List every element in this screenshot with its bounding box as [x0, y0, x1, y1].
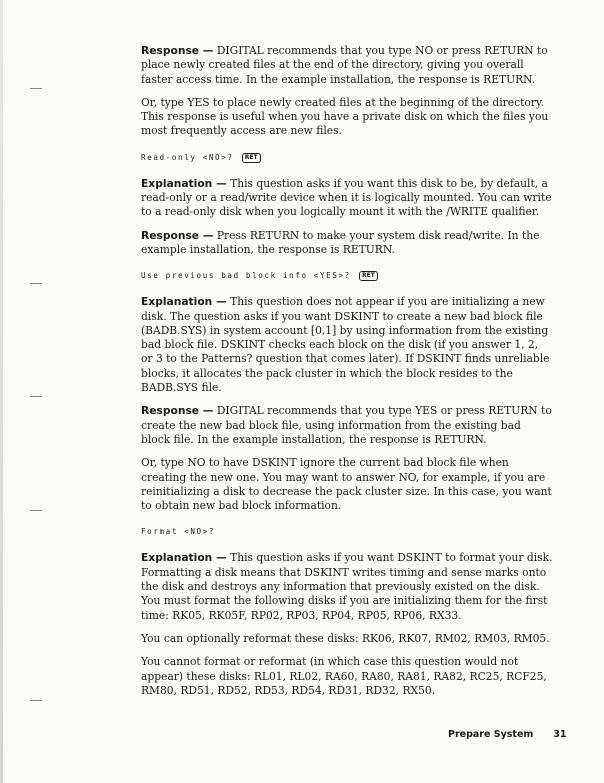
paragraph-text: DIGITAL recommends that you type NO or press RETURN to place newly created files at the end of the directory, giving you overall faster access time. In the example installation, the response is RETURN. [141, 44, 548, 86]
paragraph-text: This question asks if you want DSKINT to format your disk. Formatting a disk means that DSKINT writes timing and sense marks onto the disk and destroys any information that previously existed on the disk. You must format the following disks if you are initializing them for the first time: RK05, RK05F, RP02, RP03, RP04, RP05, RP06, RX33. [141, 551, 553, 622]
margin-mark [30, 283, 42, 284]
lead-label: Explanation — [141, 551, 227, 565]
margin-mark [30, 700, 42, 701]
page-footer [448, 729, 567, 740]
page-number: 31 [553, 729, 567, 740]
paragraph-response [141, 44, 553, 87]
paragraph-text: This question does not appear if you are initializing a new disk. The question asks if you want DSKINT to create a new bad block file (BADB.SYS) in system account [0,1] by using information from the existing bad block file. DSKINT checks each block on the disk (if you answer 1, 2, or 3 to the Patterns? question that comes later). If DSKINT finds unreliable blocks, it allocates the pack cluster in which the block resides to the BADB.SYS file. [141, 295, 550, 395]
paragraph [141, 632, 553, 646]
paragraph-text: This question asks if you want this disk to be, by default, a read-only or a read/write device when it is logically mounted. You can write to a read-only disk when you logically mount it with the /WRITE qualifier. [141, 176, 552, 219]
paragraph-response [141, 229, 553, 258]
paragraph-explanation [141, 551, 553, 622]
footer-section-title: Prepare System [448, 729, 534, 740]
prompt-text: Read-only <NO>? [141, 152, 234, 162]
paragraph [141, 456, 553, 513]
paragraph-text: Or, type NO to have DSKINT ignore the current bad block file when creating the new one. You may want to answer NO, for example, if you are reinitializing a disk to decrease the pack cluster size. In this case, you want to obtain new bad block information. [141, 456, 552, 513]
paragraph-response [141, 404, 553, 447]
return-key-icon: RET [359, 271, 378, 281]
paragraph [141, 655, 553, 698]
margin-mark [30, 510, 42, 511]
lead-label: Response — [141, 404, 214, 418]
prompt-bad-block [141, 270, 553, 282]
prompt-text: Use previous bad block info <YES>? [141, 271, 351, 281]
paragraph-text: You can optionally reformat these disks: RK06, RK07, RM02, RM03, RM05. [141, 631, 550, 645]
lead-label: Response — [141, 44, 214, 57]
prompt-format [141, 526, 553, 538]
prompt-read-only [141, 152, 553, 164]
paragraph-explanation [141, 177, 553, 220]
page-edge [0, 0, 3, 783]
paragraph [141, 96, 553, 139]
lead-label: Explanation — [141, 295, 227, 309]
paragraph-text: You cannot format or reformat (in which case this question would not appear) these disks: RL01, RL02, RA60, RA80, RA81, RA82, RC25, RCF25, RM80, RD51, RD52, RD53, RD54, RD31, RD32, RX50. [141, 655, 547, 697]
paragraph-text: Press RETURN to make your system disk read/write. In the example installation, the response is RETURN. [141, 228, 540, 256]
return-key-icon: RET [242, 153, 261, 163]
body-text [141, 44, 553, 707]
lead-label: Response — [141, 228, 214, 242]
margin-mark [30, 88, 42, 89]
prompt-text: Format <NO>? [141, 527, 216, 537]
paragraph-text: Or, type YES to place newly created files at the beginning of the directory. This response is useful when you have a private disk on which the files you most frequently access are new files. [141, 95, 549, 138]
margin-mark [30, 396, 42, 397]
lead-label: Explanation — [141, 176, 227, 190]
paragraph-text: DIGITAL recommends that you type YES or press RETURN to create the new bad block file, using information from the existing bad block file. In the example installation, the response is RETURN. [141, 404, 552, 446]
paragraph-explanation [141, 295, 553, 395]
